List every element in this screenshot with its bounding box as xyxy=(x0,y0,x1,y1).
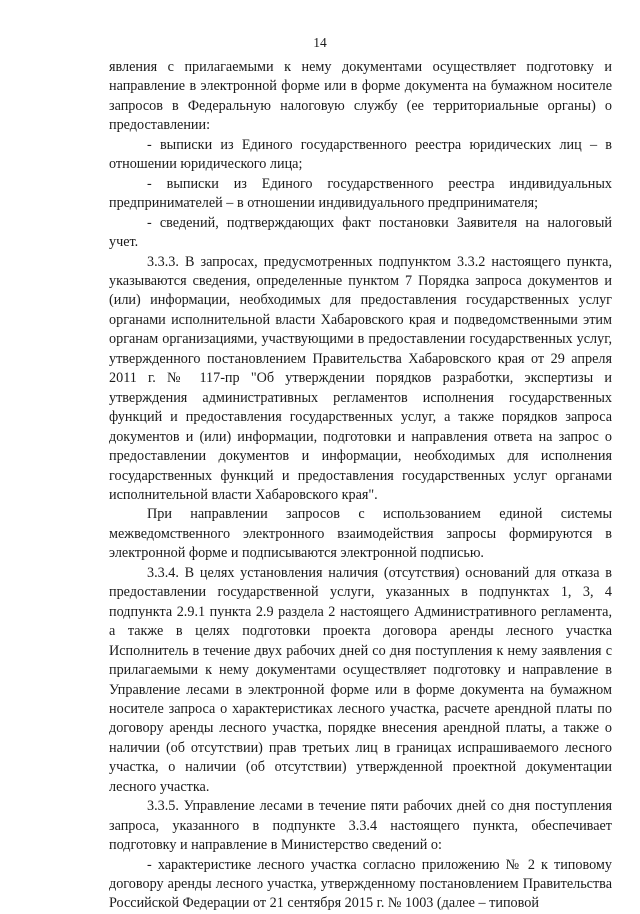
list-item-legal-entity-extract: - выписки из Единого государственного реестра юридических лиц – в отношении юридического лица; xyxy=(109,136,612,173)
paragraph-interagency-requests: При направлении запросов с использованием единой системы межведомственного электронного взаимодействия запросы формируются в электронной форме и подписываются электронной подписью. xyxy=(109,506,612,562)
list-item-entrepreneur-extract: - выписки из Единого государственного реестра индивидуальных предпринимателей – в отношении индивидуального предпринимателя; xyxy=(109,175,612,212)
document-body xyxy=(109,58,612,914)
page-number: 14 xyxy=(313,35,327,50)
paragraph-continuation: явления с прилагаемыми к нему документами осуществляет подготовку и направление в электронной форме или в форме документа на бумажном носителе запросов в Федеральную налоговую службу (ее территориальные органы) о предоставлении: xyxy=(109,59,612,134)
paragraph-3-3-3: 3.3.3. В запросах, предусмотренных подпунктом 3.3.2 настоящего пункта, указываются сведения, определенные пунктом 7 Порядка запроса документов и (или) информации, необходимых для предоставления государственных услуг органами исполнительной власти Хабаровского края и подведомственными этим органам организациями, участвующими в предоставлении государственных услуг, утвержденного постановлением Правительства Хабаровского края от 29 апреля 2011 г. № 117-пр "Об утверждении порядков разработки, экспертизы и утверждения административных регламентов исполнения государственных функций и предоставления государственных услуг, а также порядков запроса документов и (или) информации, подготовки и направления ответа на запрос о предоставлении документов и информации, необходимых для исполнения государственных функций и предоставления государственных услуг органами исполнительной власти Хабаровского края". xyxy=(109,253,612,503)
list-item-plot-characteristics: - характеристике лесного участка согласно приложению № 2 к типовому договору аренды лесного участка, утвержденному постановлением Правительства Российской Федерации от 21 сентября 2015 г. № 1003 (далее – типовой xyxy=(109,856,612,912)
list-item-tax-registration: - сведений, подтверждающих факт постановки Заявителя на налоговый учет. xyxy=(109,214,612,251)
paragraph-3-3-5: 3.3.5. Управление лесами в течение пяти рабочих дней со дня поступления запроса, указанного в подпункте 3.3.4 настоящего пункта, обеспечивает подготовку и направление в Министерство сведений о: xyxy=(109,798,612,854)
paragraph-3-3-4: 3.3.4. В целях установления наличия (отсутствия) оснований для отказа в предоставлении государственной услуги, указанных в подпунктах 1, 3, 4 подпункта 2.9.1 пункта 2.9 раздела 2 настоящего Административного регламента, а также в целях подготовки проекта договора аренды лесного участка Исполнитель в течение двух рабочих дней со дня поступления к нему заявления с прилагаемыми к нему документами осуществляет подготовку и направление в Управление лесами в электронной форме или в форме документа на бумажном носителе запроса о характеристиках лесного участка, расчете арендной платы по договору аренды лесного участка, порядке внесения арендной платы, а также о наличии (об отсутствии) прав третьих лиц в границах испрашиваемого лесного участка, о наличии (об отсутствии) утвержденной проектной документации лесного участка. xyxy=(109,564,612,795)
